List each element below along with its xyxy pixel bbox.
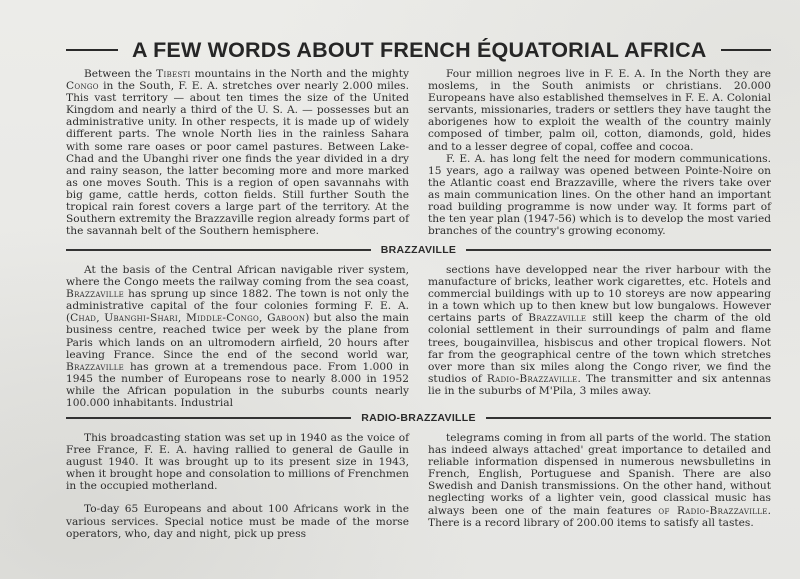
brazzaville-right-column [428, 264, 771, 409]
small-caps-name: Brazzaville [528, 312, 587, 325]
paragraph: Four million negroes live in F. E. A. In the North they are moslems, in the South animists or christians. 20.000 Europeans have also established themselves in F. E. A. Colonial servants, missionaries, traders or settlers they have taught the aborigenes how to exploit the wealth of the country mainly composed of timber, palm oil, cotton, diamonds, gold, hides and to a lesser degree of copal, coffee and cocoa. [428, 68, 771, 153]
section-heading-brazzaville: BRAZZAVILLE [380, 244, 457, 256]
paragraph: To-day 65 Europeans and about 100 Africans work in the various services. Special notice must be made of the morse operators, who, day and night, pick up press [66, 503, 409, 540]
small-caps-name: Congo [66, 80, 99, 93]
heading-rule-left [66, 249, 371, 251]
section-heading-radio-brazzaville: RADIO-BRAZZAVILLE [361, 412, 476, 424]
small-caps-name: Radio-Brazzaville [486, 372, 578, 385]
radio-left-column [66, 432, 409, 540]
intro-right-column [428, 68, 771, 237]
main-title-row [66, 38, 771, 62]
radio-right-column [428, 432, 771, 540]
intro-left-column [66, 68, 409, 237]
paragraph: Between the Tibesti mountains in the North and the mighty Congo in the South, F. E. A. stretches over nearly 2.000 miles. This vast territory — about ten times the size of the United Kingdom and nearly a third of the U. S. A. — possesses but an administrative unity. In other respects, it is made up of widely different parts. The wnole North lies in the rainless Sahara with some rare oases or poor camel pastures. Between Lake-Chad and the Ubanghi river one finds the year divided in a dry and rainy season, the latter becoming more and more marked as one moves South. This is a region of open savannahs with big game, cattle herds, cotton fields. Still further South the tropical rain forest covers a large part of the territory. At the Southern extremity the Brazzaville region already forms part of the savannah belt of the Southern hemisphere. [66, 68, 409, 238]
heading-rule-right [486, 417, 771, 419]
small-caps-name: Brazzaville [66, 288, 125, 301]
heading-rule-left [66, 417, 351, 419]
paragraph: telegrams coming in from all parts of the world. The station has indeed always attached' great importance to detailed and reliable information dispensed in numerous newsbulletins in French, English, Portuguese and Spanish. There are also Swedish and Danish transmissions. On the other hand, without neglecting works of a lighter vein, good classical music has always been one of the main features of Radio-Brazzaville. There is a record library of 200.00 items to satisfy all tastes. [428, 432, 771, 529]
page-title: A FEW WORDS ABOUT FRENCH ÉQUATORIAL AFRICA [132, 37, 707, 62]
paragraph: sections have developped near the river harbour with the manufacture of bricks, leather work cigarettes, etc. Hotels and commercial buildings with up to 10 storeys are now appearing in a town which up to then knew but low bungalows. However certains parts of Brazzaville still keep the charm of the old colonial settlement in their surroundings of palm and flame trees, bougainvillea, hisbiscus and other tropical flowers. Not far from the geographical centre of the town which stretches over more than six miles along the Congo river, we find the studios of Radio-Brazzaville. The transmitter and six antennas lie in the suburbs of M'Pila, 3 miles away. [428, 264, 771, 397]
title-rule-right [721, 49, 771, 51]
brazzaville-left-column [66, 264, 409, 409]
small-caps-name: Chad, Ubanghi-Shari, Middle-Congo, Gaboon [70, 312, 306, 325]
small-caps-name: Brazzaville [66, 360, 125, 373]
radio-heading-row [66, 411, 771, 425]
radio-section [66, 432, 771, 540]
title-rule-left [66, 49, 118, 51]
heading-rule-right [466, 249, 771, 251]
paragraph: This broadcasting station was set up in 1940 as the voice of Free France, F. E. A. having rallied to general de Gaulle in august 1940. It was brought up to its present size in 1943, when it brought hope and consolation to millions of Frenchmen in the occupied motherland. [66, 432, 409, 493]
brazzaville-section [66, 264, 771, 409]
intro-section [66, 68, 771, 237]
paragraph: F. E. A. has long felt the need for modern communications. 15 years, ago a railway was opened between Pointe-Noire on the Atlantic coast end Brazzaville, where the rivers take over as main communication lines. On the other hand an important road building programme is now under way. It forms part of the ten year plan (1947-56) which is to develop the most varied branches of the country's growing economy. [428, 152, 771, 238]
small-caps-name: of Radio-Brazzaville [658, 504, 768, 517]
paragraph: At the basis of the Central African navigable river system, where the Congo meets the railway coming from the sea coast, Brazzaville has sprung up since 1882. The town is not only the administrative capital of the four colonies forming F. E. A. (Chad, Ubanghi-Shari, Middle-Congo, Gaboon) but also the main business centre, reached twice per week by the plane from Paris which lands on an ultromodern airfield, 20 hours after leaving France. Since the end of the second world war, Brazzaville has grown at a tremendous pace. From 1.000 in 1945 the number of Europeans rose to nearly 8.000 in 1952 while the African population in the suburbs counts nearly 100.000 inhabitants. Industrial [66, 264, 410, 410]
brazzaville-heading-row [66, 243, 771, 257]
small-caps-name: Tibesti [156, 68, 191, 80]
